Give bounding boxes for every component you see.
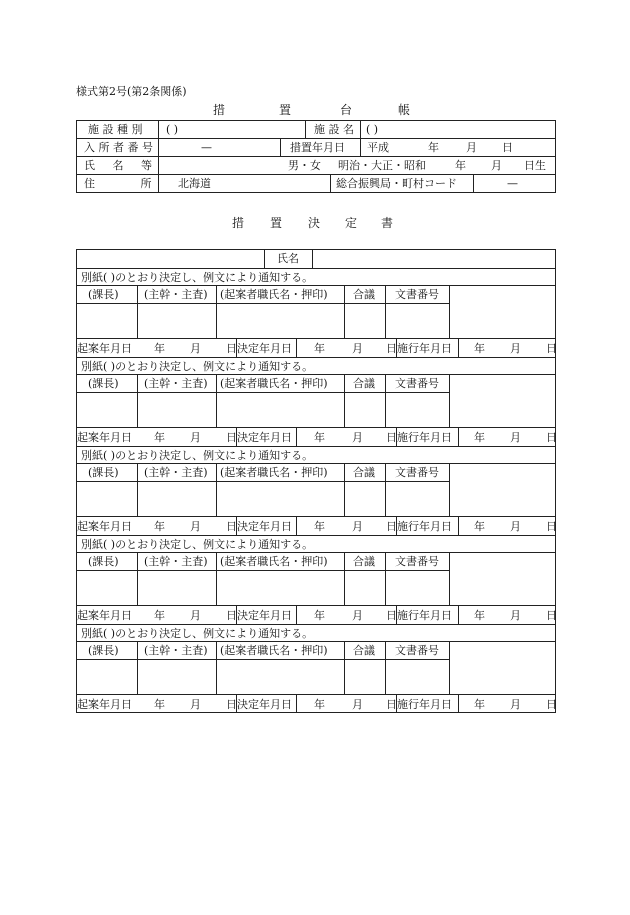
header-gogi: 合議 <box>353 288 375 301</box>
birth-year: 年 <box>455 159 466 172</box>
shiko-day: 日 <box>546 520 557 533</box>
shiko-month: 月 <box>510 609 521 622</box>
header-bunsho-bango: 文書番号 <box>395 555 439 568</box>
shiko-month: 月 <box>510 431 521 444</box>
kettei-date-label: 決定年月日 <box>237 698 292 711</box>
decision-title-char: 書 <box>381 216 394 230</box>
kettei-date-label: 決定年月日 <box>237 431 292 444</box>
decision-notice: 別紙( )のとおり決定し、例文により通知する。 <box>81 449 314 462</box>
decision-title-char: 置 <box>270 216 283 230</box>
header-bunsho-bango: 文書番号 <box>395 644 439 657</box>
kettei-month: 月 <box>352 698 363 711</box>
ledger-title-char: 置 <box>279 103 292 117</box>
shiko-day: 日 <box>546 609 557 622</box>
kian-day: 日 <box>226 342 237 355</box>
kian-year: 年 <box>154 520 165 533</box>
shiko-date-label: 施行年月日 <box>397 609 452 622</box>
facility-name-paren: ( ) <box>366 123 379 136</box>
header-kacho: (課長) <box>88 377 119 390</box>
decision-title-char: 定 <box>345 216 358 230</box>
kettei-date-label: 決定年月日 <box>237 520 292 533</box>
header-gogi: 合議 <box>353 466 375 479</box>
kettei-date-label: 決定年月日 <box>237 342 292 355</box>
heisei-era: 平成 <box>367 141 389 154</box>
kian-month: 月 <box>190 698 201 711</box>
decision-notice: 別紙( )のとおり決定し、例文により通知する。 <box>81 271 314 284</box>
kian-date-label: 起案年月日 <box>77 698 132 711</box>
decision-title-char: 決 <box>308 216 321 230</box>
kettei-year: 年 <box>314 520 325 533</box>
kettei-day: 日 <box>386 698 397 711</box>
kian-year: 年 <box>154 342 165 355</box>
header-kiansha: (起案者職氏名・押印) <box>220 644 328 657</box>
shiko-date-label: 施行年月日 <box>397 342 452 355</box>
header-shukan-shusa: (主幹・主査) <box>144 644 208 657</box>
shiko-date-label: 施行年月日 <box>397 520 452 533</box>
header-shukan-shusa: (主幹・主査) <box>144 555 208 568</box>
shiko-day: 日 <box>546 342 557 355</box>
kettei-year: 年 <box>314 609 325 622</box>
facility-type-label: 施 設 種 別 <box>88 123 143 136</box>
measure-day: 日 <box>502 141 513 154</box>
kettei-month: 月 <box>352 520 363 533</box>
kian-day: 日 <box>226 520 237 533</box>
shiko-date-label: 施行年月日 <box>397 431 452 444</box>
kian-month: 月 <box>190 431 201 444</box>
kian-year: 年 <box>154 698 165 711</box>
header-kacho: (課長) <box>88 466 119 479</box>
code-label: 総合振興局・町村コード <box>336 177 457 190</box>
shiko-year: 年 <box>474 342 485 355</box>
shiko-year: 年 <box>474 698 485 711</box>
shiko-month: 月 <box>510 698 521 711</box>
kian-year: 年 <box>154 431 165 444</box>
era-choice: 明治・大正・昭和 <box>338 159 426 172</box>
header-shukan-shusa: (主幹・主査) <box>144 377 208 390</box>
header-bunsho-bango: 文書番号 <box>395 377 439 390</box>
shiko-day: 日 <box>546 698 557 711</box>
kettei-month: 月 <box>352 609 363 622</box>
header-gogi: 合議 <box>353 555 375 568</box>
shiko-day: 日 <box>546 431 557 444</box>
shiko-year: 年 <box>474 431 485 444</box>
decision-name-label: 氏名 <box>277 252 299 265</box>
header-shukan-shusa: (主幹・主査) <box>144 288 208 301</box>
kettei-day: 日 <box>386 609 397 622</box>
kettei-year: 年 <box>314 698 325 711</box>
address-value: 北海道 <box>178 177 211 190</box>
kettei-year: 年 <box>314 431 325 444</box>
kian-day: 日 <box>226 609 237 622</box>
kian-year: 年 <box>154 609 165 622</box>
kettei-day: 日 <box>386 520 397 533</box>
birth-day: 日生 <box>524 159 546 172</box>
shiko-date-label: 施行年月日 <box>397 698 452 711</box>
kian-month: 月 <box>190 342 201 355</box>
kettei-date-label: 決定年月日 <box>237 609 292 622</box>
shiko-month: 月 <box>510 342 521 355</box>
header-kiansha: (起案者職氏名・押印) <box>220 466 328 479</box>
name-label: 氏 名 等 <box>84 159 152 172</box>
kian-month: 月 <box>190 609 201 622</box>
code-dash: — <box>507 177 518 190</box>
kian-date-label: 起案年月日 <box>77 342 132 355</box>
decision-notice: 別紙( )のとおり決定し、例文により通知する。 <box>81 538 314 551</box>
birth-month: 月 <box>491 159 502 172</box>
decision-notice: 別紙( )のとおり決定し、例文により通知する。 <box>81 360 314 373</box>
ledger-title-char: 帳 <box>398 103 411 117</box>
header-kacho: (課長) <box>88 644 119 657</box>
shiko-month: 月 <box>510 520 521 533</box>
admission-number-label: 入 所 者 番 号 <box>84 141 153 154</box>
facility-name-label: 施 設 名 <box>314 123 354 136</box>
measure-month: 月 <box>466 141 477 154</box>
kian-date-label: 起案年月日 <box>77 431 132 444</box>
kian-day: 日 <box>226 698 237 711</box>
kian-day: 日 <box>226 431 237 444</box>
form-number: 様式第2号(第2条関係) <box>76 85 187 98</box>
header-shukan-shusa: (主幹・主査) <box>144 466 208 479</box>
sex-choice: 男・女 <box>288 159 321 172</box>
kettei-year: 年 <box>314 342 325 355</box>
decision-notice: 別紙( )のとおり決定し、例文により通知する。 <box>81 627 314 640</box>
header-kacho: (課長) <box>88 555 119 568</box>
kian-date-label: 起案年月日 <box>77 520 132 533</box>
header-gogi: 合議 <box>353 377 375 390</box>
shiko-year: 年 <box>474 609 485 622</box>
header-bunsho-bango: 文書番号 <box>395 466 439 479</box>
header-kiansha: (起案者職氏名・押印) <box>220 288 328 301</box>
header-kiansha: (起案者職氏名・押印) <box>220 555 328 568</box>
shiko-year: 年 <box>474 520 485 533</box>
header-bunsho-bango: 文書番号 <box>395 288 439 301</box>
kettei-month: 月 <box>352 342 363 355</box>
measure-date-label: 措置年月日 <box>290 141 345 154</box>
kian-date-label: 起案年月日 <box>77 609 132 622</box>
decision-title-char: 措 <box>232 216 245 230</box>
facility-type-paren: ( ) <box>166 123 179 136</box>
kettei-day: 日 <box>386 342 397 355</box>
measure-year: 年 <box>428 141 439 154</box>
address-label: 住 所 <box>84 177 152 190</box>
header-gogi: 合議 <box>353 644 375 657</box>
ledger-title-char: 台 <box>340 103 353 117</box>
kettei-day: 日 <box>386 431 397 444</box>
header-kacho: (課長) <box>88 288 119 301</box>
kian-month: 月 <box>190 520 201 533</box>
admission-number-dash: — <box>201 141 212 154</box>
ledger-title-char: 措 <box>213 103 226 117</box>
header-kiansha: (起案者職氏名・押印) <box>220 377 328 390</box>
kettei-month: 月 <box>352 431 363 444</box>
